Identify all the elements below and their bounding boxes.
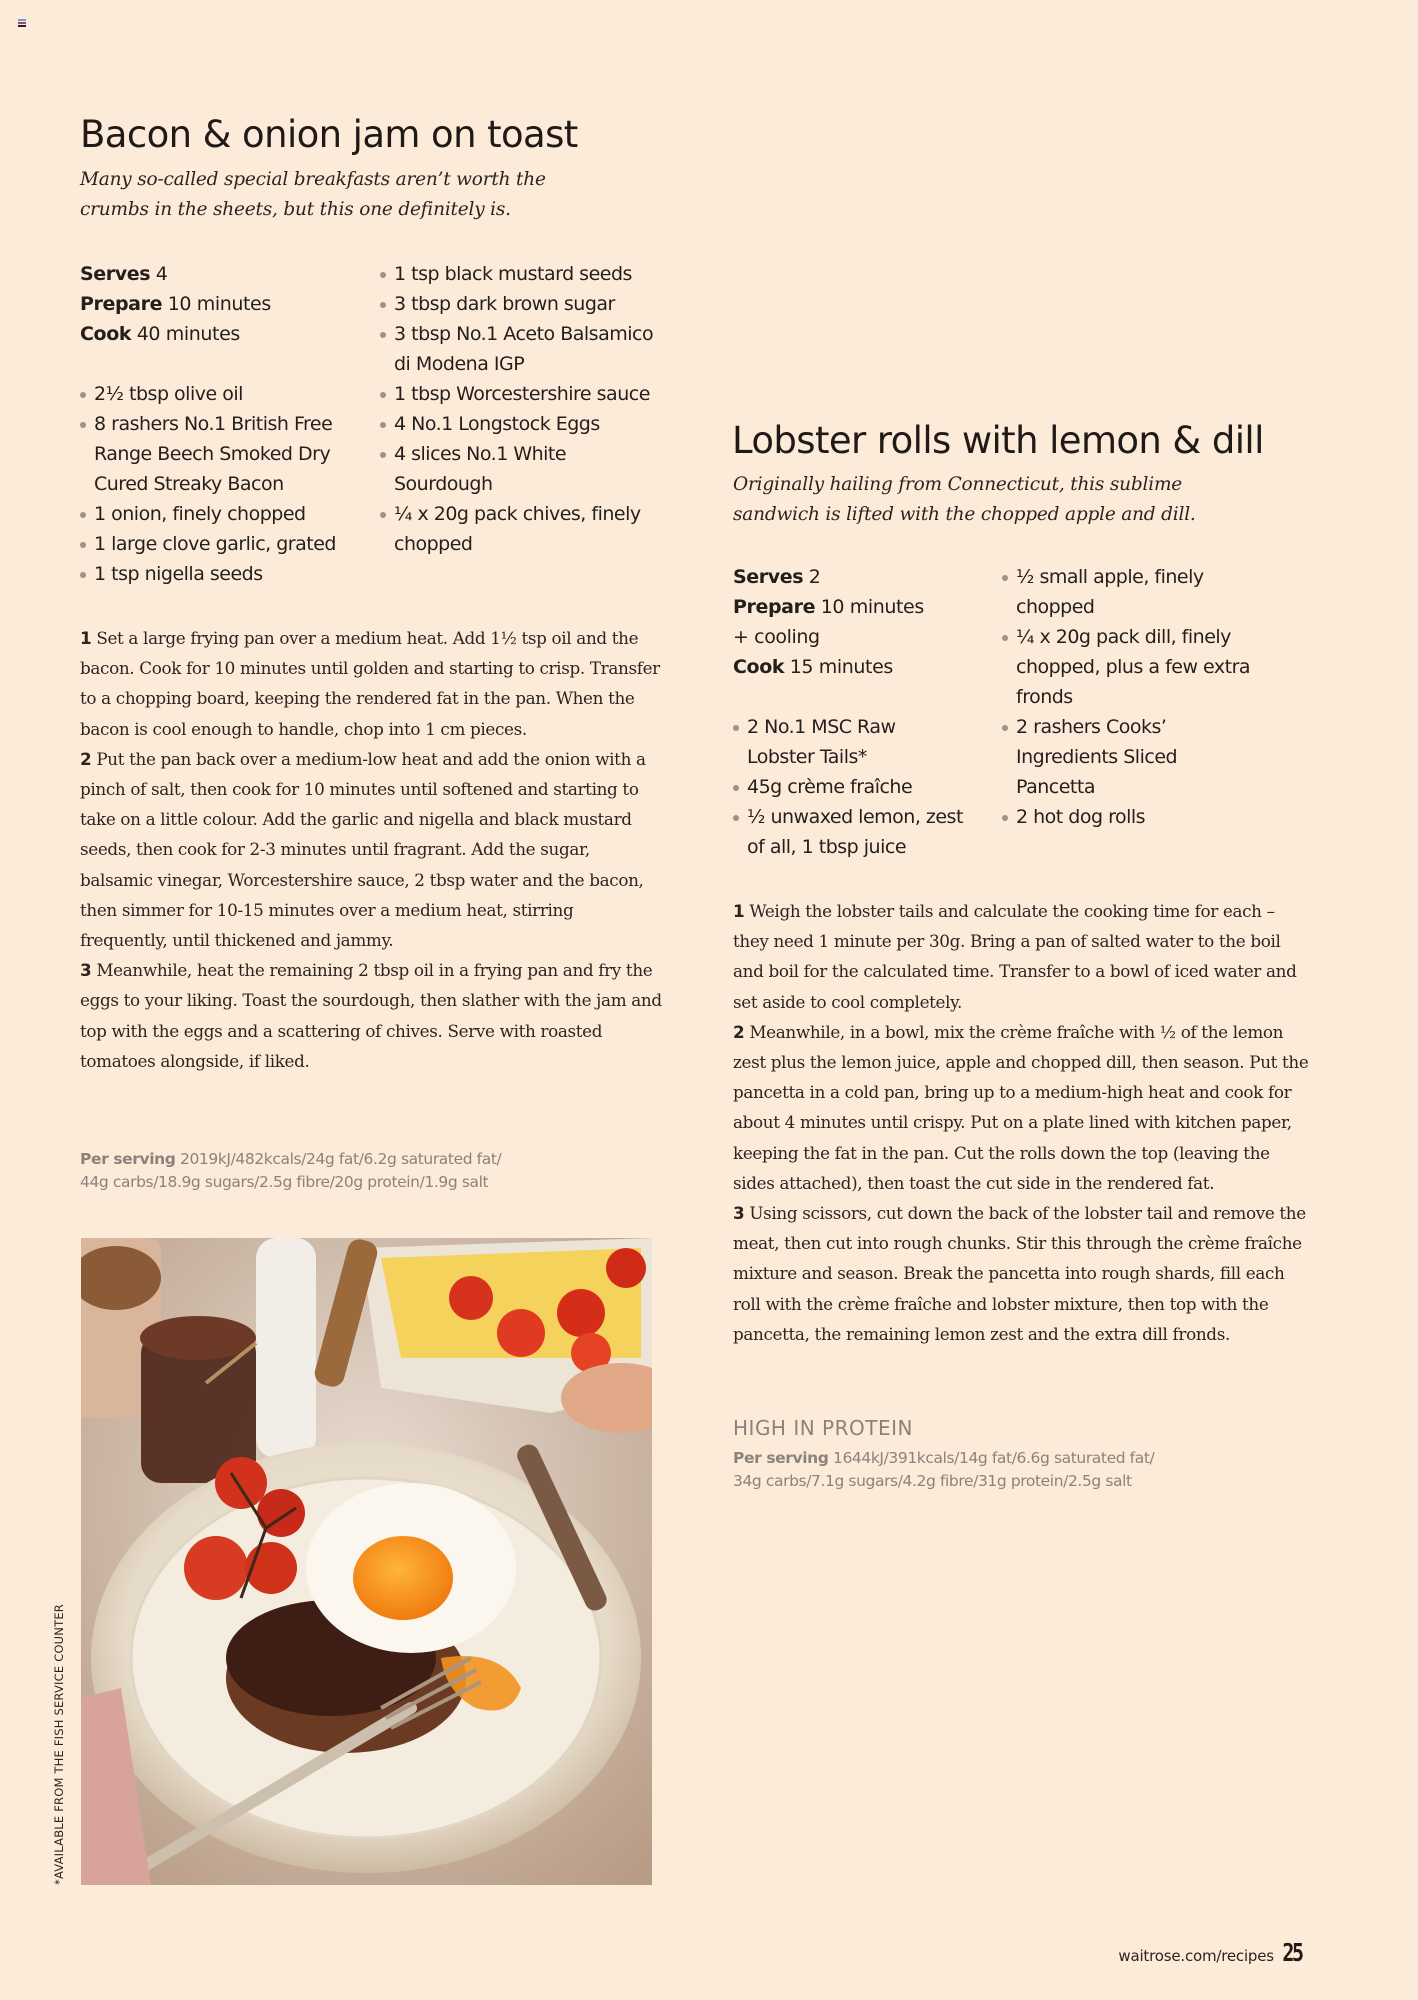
method-step: 3 Meanwhile, heat the remaining 2 tbsp oil in a frying pan and fry the eggs to your liking. Toast the sourdough, then slather with the jam and top with the eggs and a scattering of chives. Serve with roasted tomatoes alongside, if liked. (80, 960, 662, 1071)
food-photo-illustration (81, 1238, 652, 1885)
recipe-title: Bacon & onion jam on toast (80, 113, 578, 156)
method-step: 1 Weigh the lobster tails and calculate the cooking time for each – they need 1 minute per 30g. Bring a pan of salted water to the boil and boil for the calculated time. Transfer to a bowl of iced water and set aside to cool completely. (733, 901, 1297, 1012)
ingredient: 1 tsp nigella seeds (80, 559, 360, 589)
ingredient: 4 No.1 Longstock Eggs (380, 409, 660, 439)
ingredient: 1 large clove garlic, grated (80, 529, 360, 559)
nutrition-info: Per serving 1644kJ/391kcals/14g fat/6.6g saturated fat/ 34g carbs/7.1g sugars/4.2g fibre/31g protein/2.5g salt (733, 1449, 1155, 1490)
recipe-meta (80, 259, 360, 349)
intro-line: crumbs in the sheets, but this one definitely is. (80, 199, 511, 220)
cook-time: Cook 15 minutes (733, 656, 893, 678)
ingredients-list (80, 379, 360, 589)
ingredients-list (1002, 562, 1252, 832)
ingredient: 1 tbsp Worcestershire sauce (380, 379, 660, 409)
cook-time: Cook 40 minutes (80, 323, 240, 345)
ingredient: 3 tbsp dark brown sugar (380, 289, 660, 319)
ingredients-list (380, 259, 660, 559)
recipe-photo (81, 1238, 652, 1885)
serves: Serves 2 (733, 566, 821, 588)
recipe-intro (733, 470, 1313, 530)
page-number: 25 (1282, 1938, 1302, 1967)
ingredient: 3 tbsp No.1 Aceto Balsamico di Modena IGP (380, 319, 660, 379)
nutrition-info: Per serving 2019kJ/482kcals/24g fat/6.2g saturated fat/ 44g carbs/18.9g sugars/2.5g fibre/20g protein/1.9g salt (80, 1150, 502, 1191)
ingredient: 2 hot dog rolls (1002, 802, 1252, 832)
ingredient: 8 rashers No.1 British Free Range Beech Smoked Dry Cured Streaky Bacon (80, 409, 360, 499)
ingredient: 2 rashers Cooks’ Ingredients Sliced Pancetta (1002, 712, 1252, 802)
prepare-time: Prepare 10 minutes (733, 596, 924, 618)
method-steps (80, 623, 662, 1076)
page-footer (1118, 1938, 1304, 1967)
intro-line: Many so-called special breakfasts aren’t worth the (80, 169, 546, 190)
method-step: 1 Set a large frying pan over a medium heat. Add 1½ tsp oil and the bacon. Cook for 10 minutes until golden and starting to crisp. Transfer to a chopping board, keeping the rendered fat in the pan. When the bacon is cool enough to handle, chop into 1 cm pieces. (80, 628, 660, 739)
recipe-meta (733, 562, 993, 682)
method-step: 3 Using scissors, cut down the back of the lobster tail and remove the meat, then cut into rough chunks. Stir this through the crème fraîche mixture and season. Break the pancetta into rough shards, fill each roll with the crème fraîche and lobster mixture, then top with the pancetta, the remaining lemon zest and the extra dill fronds. (733, 1203, 1306, 1344)
method-steps (733, 896, 1315, 1349)
intro-line: sandwich is lifted with the chopped apple and dill. (733, 504, 1196, 525)
recipe-title: Lobster rolls with lemon & dill (732, 419, 1264, 462)
method-step: 2 Meanwhile, in a bowl, mix the crème fraîche with ½ of the lemon zest plus the lemon juice, apple and chopped dill, then season. Put the pancetta in a cold pan, bring up to a medium-high heat and cook for about 4 minutes until crispy. Put on a plate lined with kitchen paper, keeping the fat in the pan. Cut the rolls down the top (leaving the sides attached), then toast the cut side in the rendered fat. (733, 1021, 1309, 1193)
footnote-fish-counter: *AVAILABLE FROM THE FISH SERVICE COUNTER (52, 1604, 66, 1885)
ingredient: 4 slices No.1 White Sourdough (380, 439, 660, 499)
prepare-extra: + cooling (733, 626, 820, 648)
serves: Serves 4 (80, 263, 168, 285)
ingredient: 2½ tbsp olive oil (80, 379, 360, 409)
method-step: 2 Put the pan back over a medium-low heat and add the onion with a pinch of salt, then cook for 10 minutes until softened and starting to take on a little colour. Add the garlic and nigella and black mustard seeds, then cook for 2-3 minutes until fragrant. Add the sugar, balsamic vinegar, Worcestershire sauce, 2 tbsp water and the bacon, then simmer for 10-15 minutes over a medium heat, stirring frequently, until thickened and jammy. (80, 748, 646, 951)
ingredient: 1 onion, finely chopped (80, 499, 360, 529)
intro-line: Originally hailing from Connecticut, this sublime (733, 474, 1183, 495)
ingredient: ¼ x 20g pack dill, finely chopped, plus a few extra fronds (1002, 622, 1252, 712)
ingredient: ¼ x 20g pack chives, finely chopped (380, 499, 660, 559)
ingredient: ½ small apple, finely chopped (1002, 562, 1252, 622)
ingredient: 2 No.1 MSC Raw Lobster Tails* (733, 712, 963, 772)
page-marker-icon (18, 19, 26, 27)
ingredient: 45g crème fraîche (733, 772, 963, 802)
footer-url-link[interactable]: waitrose.com/recipes (1118, 1947, 1274, 1965)
ingredients-list (733, 712, 963, 862)
recipe-intro (80, 165, 660, 225)
ingredient: 1 tsp black mustard seeds (380, 259, 660, 289)
ingredient: ½ unwaxed lemon, zest of all, 1 tbsp juice (733, 802, 963, 862)
high-in-protein-badge: HIGH IN PROTEIN (733, 1416, 913, 1440)
prepare-time: Prepare 10 minutes (80, 293, 271, 315)
